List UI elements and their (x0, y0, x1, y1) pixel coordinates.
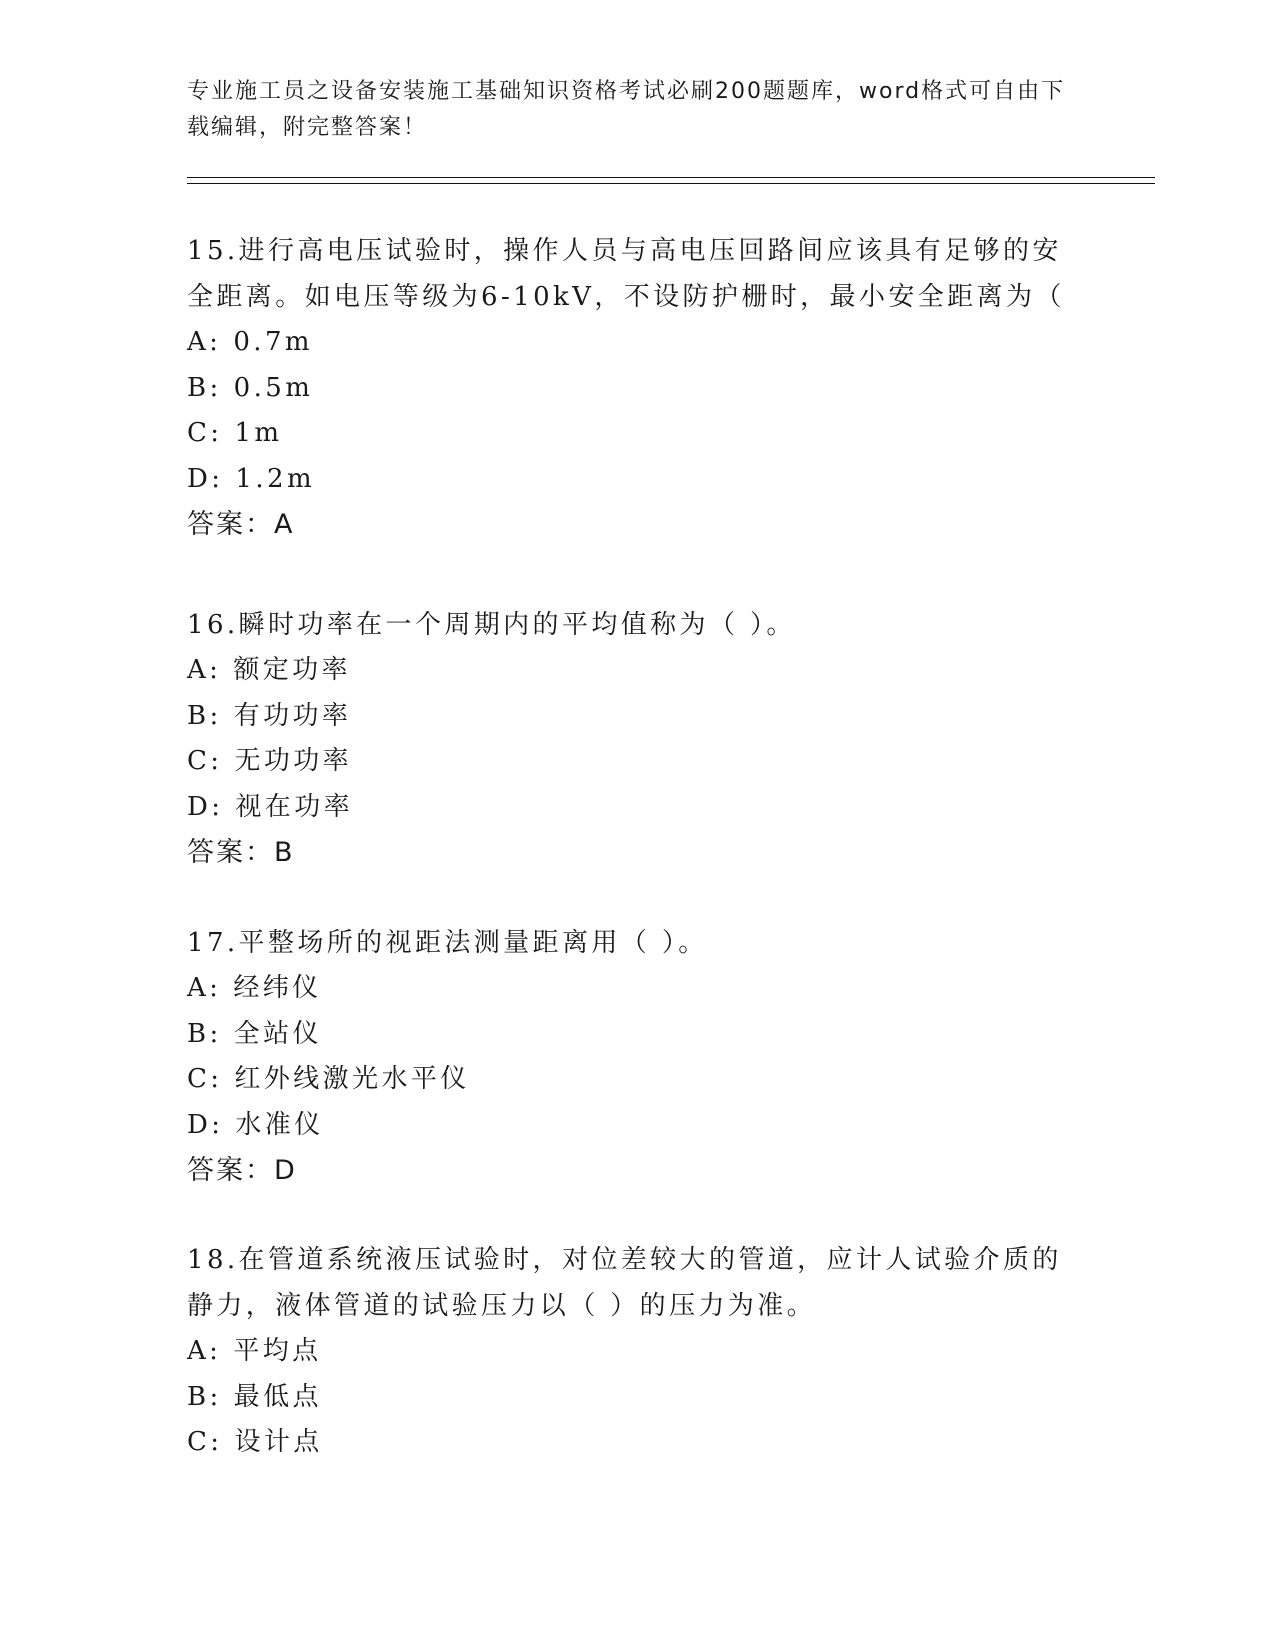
option-key: B: (187, 700, 222, 731)
question-18 (187, 1237, 1087, 1466)
option-text: 全站仪 (233, 1018, 322, 1049)
option-text: 有功功率 (233, 700, 352, 731)
option-c (187, 411, 1087, 457)
question-stem: 16.瞬时功率在一个周期内的平均值称为（ ）。 (187, 610, 796, 640)
option-b (187, 694, 1087, 740)
option-key: C: (187, 1064, 223, 1094)
option-key: D: (187, 463, 224, 494)
option-d (187, 457, 1087, 503)
option-text: 额定功率 (233, 655, 351, 685)
option-a (187, 320, 1087, 366)
option-text: 0.7m (233, 327, 313, 357)
question-17 (187, 920, 1087, 1194)
option-d (187, 785, 1087, 831)
option-key: A: (187, 973, 222, 1003)
option-key: A: (187, 1336, 222, 1366)
option-text: 水准仪 (235, 1109, 324, 1140)
option-key: B: (187, 1018, 222, 1049)
answer-line: 答案：A (187, 509, 295, 540)
option-key: C: (187, 746, 223, 776)
option-c (187, 1057, 1087, 1103)
option-key: B: (187, 372, 222, 403)
document-header: 专业施工员之设备安装施工基础知识资格考试必刷200题题库，word格式可自由下载编辑，附完整答案！ (187, 79, 1066, 140)
option-key: A: (187, 327, 222, 357)
option-text: 无功功率 (234, 746, 353, 776)
option-text: 最低点 (233, 1381, 322, 1412)
option-key: A: (187, 655, 222, 685)
option-c (187, 1420, 1087, 1466)
answer-line: 答案：D (187, 1155, 297, 1186)
option-key: B: (187, 1381, 222, 1412)
option-b (187, 1012, 1087, 1058)
question-16 (187, 602, 1087, 876)
option-text: 平均点 (233, 1336, 322, 1366)
answer-line: 答案：B (187, 837, 295, 868)
option-key: C: (187, 418, 223, 448)
option-b (187, 366, 1087, 412)
header-divider-top (187, 177, 1155, 178)
question-15 (187, 228, 1087, 548)
option-d (187, 1103, 1087, 1149)
option-text: 0.5m (233, 372, 314, 403)
option-c (187, 739, 1087, 785)
header-divider-bottom (187, 183, 1155, 184)
option-b (187, 1375, 1087, 1421)
question-stem: 15.进行高电压试验时，操作人员与高电压回路间应该具有足够的安全距离。如电压等级为6-10kV，不设防护栅时，最小安全距离为（ (187, 236, 1065, 312)
option-text: 红外线激光水平仪 (234, 1064, 470, 1094)
option-text: 设计点 (234, 1427, 323, 1457)
option-key: D: (187, 791, 224, 822)
option-text: 1m (234, 418, 283, 448)
option-text: 视在功率 (235, 791, 354, 822)
option-a (187, 1329, 1087, 1375)
option-a (187, 648, 1087, 694)
option-text: 1.2m (235, 463, 316, 494)
option-key: D: (187, 1109, 224, 1140)
question-stem: 18.在管道系统液压试验时，对位差较大的管道，应计人试验介质的静力，液体管道的试验压力以（ ）的压力为准。 (187, 1245, 1062, 1321)
question-stem: 17.平整场所的视距法测量距离用（ ）。 (187, 928, 708, 958)
option-key: C: (187, 1427, 223, 1457)
option-a (187, 966, 1087, 1012)
option-text: 经纬仪 (233, 973, 322, 1003)
